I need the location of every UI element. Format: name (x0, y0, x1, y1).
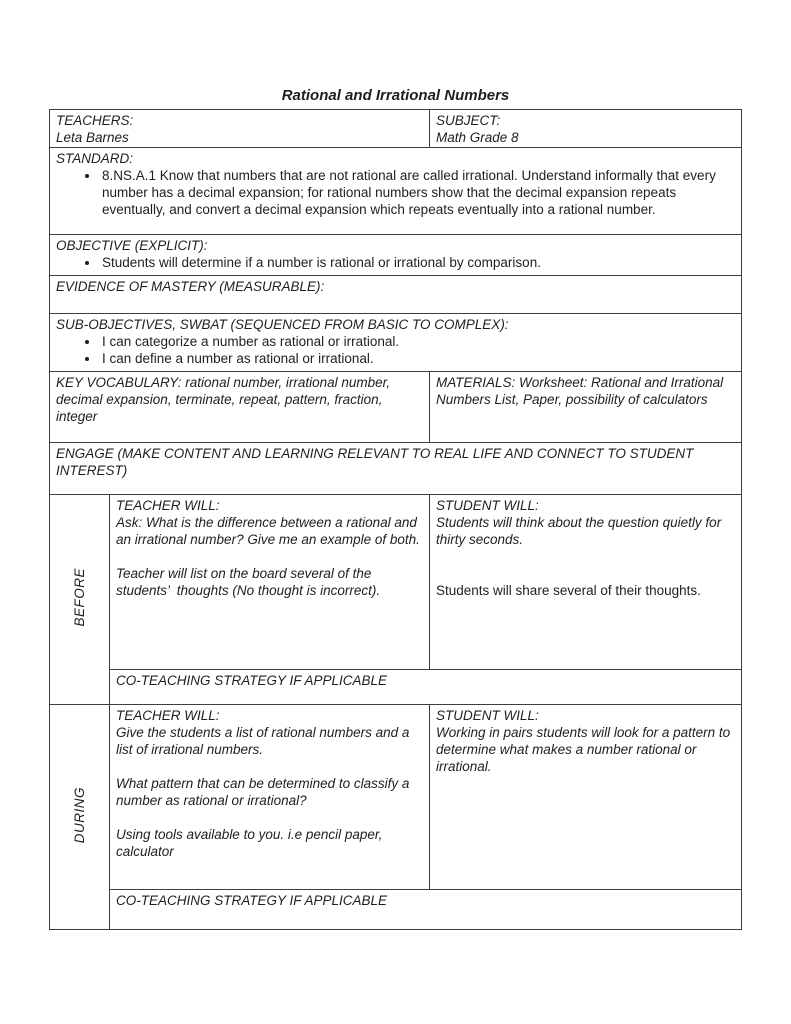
during-coteaching-text: CO-TEACHING STRATEGY IF APPLICABLE (116, 893, 388, 908)
during-label-cell (50, 705, 110, 930)
before-teacher-p2: Teacher will list on the board several of the students’ thoughts (No thought is incorrect). (116, 566, 381, 598)
standard-cell (50, 148, 742, 235)
teachers-label: TEACHERS: (56, 113, 134, 128)
standard-item: • 8.NS.A.1 Know that numbers that are not rational are called irrational. Understand informally that every number has a decimal expansion; for rational numbers show that the decimal expansion repeats eventually, and convert a decimal expansion which repeats eventually into a rational number. (100, 167, 735, 218)
key-vocabulary-cell (50, 372, 430, 443)
sub-objective-item: • I can define a number as rational or irrational. (100, 350, 735, 367)
during-teacher-p1: Give the students a list of rational numbers and a list of irrational numbers. (116, 725, 414, 757)
during-student-p1: Working in pairs students will look for a pattern to determine what makes a number rational or irrational. (436, 725, 734, 774)
sub-objectives-label: SUB-OBJECTIVES, SWBAT (SEQUENCED FROM BASIC TO COMPLEX): (56, 317, 509, 332)
row-objective (50, 235, 742, 276)
during-teacher-heading: TEACHER WILL: (116, 708, 220, 723)
row-during-coteaching (50, 890, 742, 930)
during-student-cell (430, 705, 742, 890)
before-teacher-cell (110, 495, 430, 670)
during-teacher-p2: What pattern that can be determined to classify a number as rational or irrational? (116, 776, 414, 808)
lesson-plan-table (49, 109, 742, 930)
row-evidence (50, 276, 742, 314)
evidence-label: EVIDENCE OF MASTERY (MEASURABLE): (56, 279, 325, 294)
sub-objective-item: • I can categorize a number as rational or irrational. (100, 333, 735, 350)
before-student-p2: Students will share several of their thoughts. (436, 583, 701, 598)
before-teacher-p1: Ask: What is the difference between a rational and an irrational number? Give me an example of both. (116, 515, 421, 547)
before-coteaching-cell (110, 670, 742, 705)
objective-label: OBJECTIVE (EXPLICIT): (56, 238, 208, 253)
teachers-cell (50, 110, 430, 148)
before-student-heading: STUDENT WILL: (436, 498, 539, 513)
row-teachers-subject (50, 110, 742, 148)
before-coteaching-text: CO-TEACHING STRATEGY IF APPLICABLE (116, 673, 388, 688)
teachers-value: Leta Barnes (56, 130, 129, 145)
row-before-main (50, 495, 742, 670)
row-standard (50, 148, 742, 235)
during-teacher-cell (110, 705, 430, 890)
materials-cell (430, 372, 742, 443)
subject-value: Math Grade 8 (436, 130, 519, 145)
before-student-p1: Students will think about the question quietly for thirty seconds. (436, 515, 725, 547)
row-engage (50, 443, 742, 495)
subject-cell (430, 110, 742, 148)
evidence-cell (50, 276, 742, 314)
before-teacher-heading: TEACHER WILL: (116, 498, 220, 513)
engage-cell (50, 443, 742, 495)
during-label: DURING (72, 786, 87, 844)
engage-text: ENGAGE (MAKE CONTENT AND LEARNING RELEVANT TO REAL LIFE AND CONNECT TO STUDENT INTEREST) (56, 446, 698, 478)
materials-text: MATERIALS: Worksheet: Rational and Irrational Numbers List, Paper, possibility of calculators (436, 375, 727, 407)
objective-list (56, 254, 735, 271)
key-vocabulary-text: KEY VOCABULARY: rational number, irrational number, decimal expansion, terminate, repeat, pattern, fraction, integer (56, 375, 394, 424)
objective-cell (50, 235, 742, 276)
before-label: BEFORE (72, 568, 87, 627)
subject-label: SUBJECT: (436, 113, 501, 128)
row-before-coteaching (50, 670, 742, 705)
row-during-main (50, 705, 742, 890)
row-sub-objectives (50, 314, 742, 372)
sub-objectives-cell (50, 314, 742, 372)
sub-objectives-list (56, 333, 735, 367)
before-student-cell (430, 495, 742, 670)
during-coteaching-cell (110, 890, 742, 930)
objective-item: • Students will determine if a number is rational or irrational by comparison. (100, 254, 735, 271)
row-vocab-materials (50, 372, 742, 443)
before-label-cell (50, 495, 110, 705)
during-student-heading: STUDENT WILL: (436, 708, 539, 723)
during-teacher-p3: Using tools available to you. i.e pencil paper, calculator (116, 827, 387, 859)
standard-list (56, 167, 735, 218)
standard-label: STANDARD: (56, 151, 134, 166)
page-title: Rational and Irrational Numbers (281, 87, 510, 104)
